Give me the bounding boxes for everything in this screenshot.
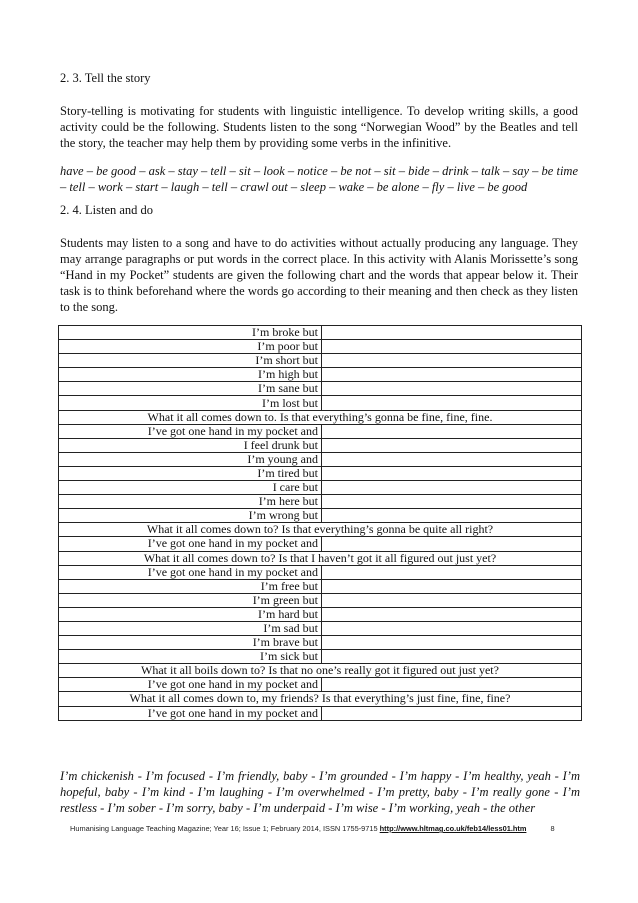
page-footer: [70, 824, 555, 833]
lyrics-row: [59, 551, 582, 565]
lyrics-blank-cell: [322, 396, 582, 410]
section-heading-listen-and-do: 2. 4. Listen and do: [60, 203, 154, 217]
lyrics-line-cell: I’ve got one hand in my pocket and: [59, 537, 322, 551]
lyrics-row: [59, 565, 582, 579]
lyrics-row: [59, 368, 582, 382]
lyrics-row: [59, 650, 582, 664]
lyrics-row: [59, 593, 582, 607]
lyrics-blank-cell: [322, 593, 582, 607]
lyrics-row: [59, 326, 582, 340]
lyrics-blank-cell: [322, 326, 582, 340]
lyrics-line-cell: I’m sad but: [59, 621, 322, 635]
lyrics-blank-cell: [322, 368, 582, 382]
lyrics-line-cell: I’m lost but: [59, 396, 322, 410]
lyrics-blank-cell: [322, 565, 582, 579]
lyrics-chorus-cell: What it all comes down to. Is that everything’s gonna be fine, fine, fine.: [59, 410, 582, 424]
lyrics-row: [59, 664, 582, 678]
lyrics-line-cell: I’m green but: [59, 593, 322, 607]
lyrics-blank-cell: [322, 452, 582, 466]
lyrics-line-cell: I’m here but: [59, 495, 322, 509]
lyrics-line-cell: I’m sick but: [59, 650, 322, 664]
page-number: 8: [550, 824, 555, 833]
lyrics-row: [59, 621, 582, 635]
lyrics-row: [59, 438, 582, 452]
lyrics-blank-cell: [322, 481, 582, 495]
lyrics-blank-cell: [322, 636, 582, 650]
lyrics-line-cell: I’m brave but: [59, 636, 322, 650]
section-heading-tell-the-story: 2. 3. Tell the story: [60, 71, 151, 85]
lyrics-row: [59, 523, 582, 537]
lyrics-line-cell: I’ve got one hand in my pocket and: [59, 424, 322, 438]
lyrics-row: [59, 354, 582, 368]
lyrics-chart: [58, 325, 582, 721]
footer-link[interactable]: http://www.hltmag.co.uk/feb14/less01.htm: [379, 824, 527, 833]
lyrics-row: [59, 537, 582, 551]
lyrics-row: [59, 382, 582, 396]
lyrics-blank-cell: [322, 495, 582, 509]
lyrics-blank-cell: [322, 621, 582, 635]
lyrics-row: [59, 678, 582, 692]
lyrics-line-cell: I’m broke but: [59, 326, 322, 340]
lyrics-row: [59, 396, 582, 410]
lyrics-line-cell: I’ve got one hand in my pocket and: [59, 678, 322, 692]
lyrics-line-cell: I’m poor but: [59, 340, 322, 354]
lyrics-chorus-cell: What it all comes down to? Is that everything’s gonna be quite all right?: [59, 523, 582, 537]
lyrics-line-cell: I’m sane but: [59, 382, 322, 396]
lyrics-line-cell: I’ve got one hand in my pocket and: [59, 706, 322, 720]
lyrics-chorus-cell: What it all comes down to? Is that I haven’t got it all figured out just yet?: [59, 551, 582, 565]
lyrics-line-cell: I’m tired but: [59, 466, 322, 480]
lyrics-chorus-cell: What it all comes down to, my friends? Is that everything’s just fine, fine, fine?: [59, 692, 582, 706]
lyrics-line-cell: I’m high but: [59, 368, 322, 382]
lyrics-blank-cell: [322, 678, 582, 692]
lyrics-blank-cell: [322, 424, 582, 438]
lyrics-blank-cell: [322, 382, 582, 396]
verb-list: have – be good – ask – stay – tell – sit – look – notice – be not – sit – bide – drink – talk – say – be time – tell – work – start – laugh – tell – crawl out – sleep – wake – be alone – fly – live – be good: [60, 164, 578, 194]
lyrics-chorus-cell: What it all boils down to? Is that no one’s really got it figured out just yet?: [59, 664, 582, 678]
lyrics-blank-cell: [322, 354, 582, 368]
lyrics-blank-cell: [322, 438, 582, 452]
lyrics-blank-cell: [322, 466, 582, 480]
lyrics-row: [59, 579, 582, 593]
lyrics-blank-cell: [322, 579, 582, 593]
lyrics-row: [59, 410, 582, 424]
lyrics-row: [59, 466, 582, 480]
lyrics-row: [59, 495, 582, 509]
lyrics-row: [59, 636, 582, 650]
lyrics-row: [59, 607, 582, 621]
lyrics-row: [59, 424, 582, 438]
listen-and-do-paragraph: Students may listen to a song and have to do activities without actually producing any language. They may arrange paragraphs or put words in the correct place. In this activity with Alanis Morissette’s song “Hand in my Pocket” students are given the following chart and the words that appear below it. Their task is to think beforehand where the words go according to their meaning and then check as they listen to the song.: [60, 236, 578, 314]
lyrics-row: [59, 692, 582, 706]
answer-word-list: I’m chickenish - I’m focused - I’m friendly, baby - I’m grounded - I’m happy - I’m healthy, yeah - I’m hopeful, baby - I’m kind - I’m laughing - I’m overwhelmed - I’m pretty, baby - I’m really gone - I’m restless - I’m sober - I’m sorry, baby - I’m underpaid - I’m wise - I’m working, yeah - the other: [60, 769, 580, 815]
lyrics-line-cell: I’m free but: [59, 579, 322, 593]
lyrics-line-cell: I’m young and: [59, 452, 322, 466]
lyrics-line-cell: I’m wrong but: [59, 509, 322, 523]
footer-citation: Humanising Language Teaching Magazine; Year 16; Issue 1; February 2014, ISSN 1755-9715: [70, 824, 378, 833]
tell-the-story-paragraph: Story-telling is motivating for students with linguistic intelligence. To develop writing skills, a good activity could be the following. Students listen to the song “Norwegian Wood” by the Beatles and tell the story, the teacher may help them by providing some verbs in the infinitive.: [60, 104, 578, 150]
lyrics-blank-cell: [322, 340, 582, 354]
lyrics-row: [59, 340, 582, 354]
lyrics-chart-body: [59, 326, 582, 721]
lyrics-row: [59, 509, 582, 523]
lyrics-blank-cell: [322, 537, 582, 551]
lyrics-row: [59, 481, 582, 495]
lyrics-row: [59, 452, 582, 466]
lyrics-blank-cell: [322, 650, 582, 664]
lyrics-line-cell: I care but: [59, 481, 322, 495]
lyrics-line-cell: I’ve got one hand in my pocket and: [59, 565, 322, 579]
lyrics-line-cell: I’m short but: [59, 354, 322, 368]
lyrics-row: [59, 706, 582, 720]
lyrics-blank-cell: [322, 509, 582, 523]
lyrics-blank-cell: [322, 607, 582, 621]
lyrics-line-cell: I’m hard but: [59, 607, 322, 621]
lyrics-line-cell: I feel drunk but: [59, 438, 322, 452]
lyrics-blank-cell: [322, 706, 582, 720]
